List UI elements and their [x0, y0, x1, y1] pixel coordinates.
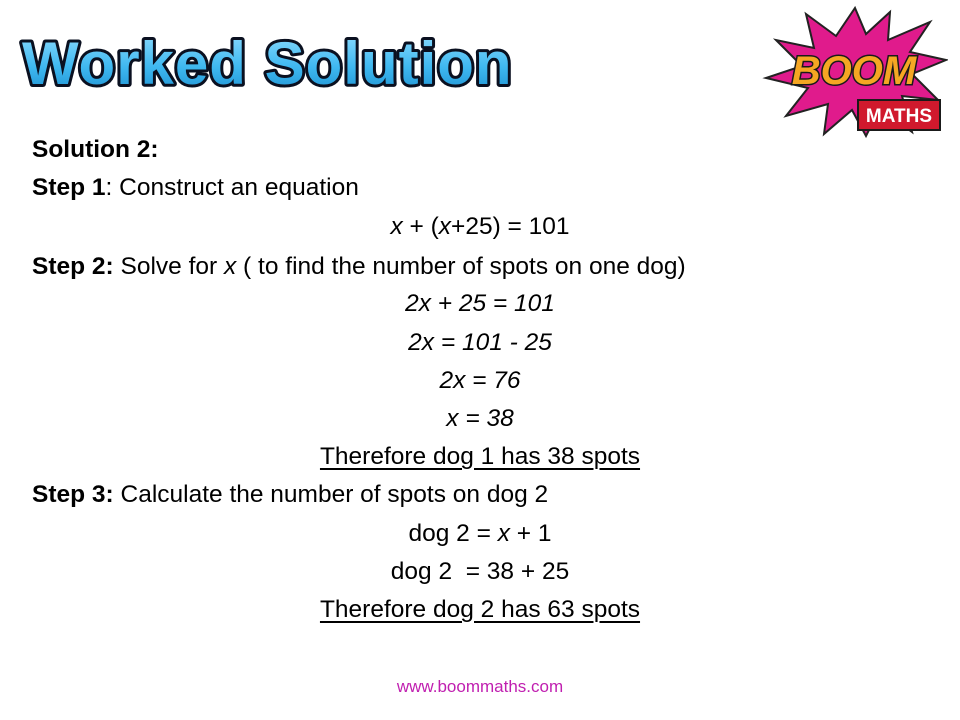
- step3-line: [32, 479, 548, 511]
- calc1-post: + 1: [509, 520, 552, 547]
- eq-x2: x: [438, 213, 452, 240]
- eq-x1: x: [390, 213, 403, 240]
- page-title: Worked Solution: [22, 30, 513, 97]
- solution-heading: Solution 2:: [32, 136, 159, 163]
- working-line-3: 2x = 76: [439, 367, 521, 394]
- logo-word: BOOM: [791, 49, 917, 93]
- working-line-2: 2x = 101 - 25: [408, 329, 552, 356]
- eq-mid: + (: [402, 213, 439, 240]
- step2-post: ( to find the number of spots on one dog): [236, 253, 686, 280]
- step1-text: : Construct an equation: [105, 174, 359, 201]
- equation-line: [0, 211, 960, 243]
- step2-label: Step 2:: [32, 253, 114, 280]
- working-line-1: 2x + 25 = 101: [405, 290, 555, 317]
- boom-maths-logo: [762, 4, 948, 140]
- calc1-x: x: [497, 520, 510, 547]
- conclusion-dog2: Therefore dog 2 has 63 spots: [319, 596, 641, 623]
- step2-x: x: [224, 253, 237, 280]
- step1-label: Step 1: [32, 174, 106, 201]
- step1-line: [32, 172, 359, 204]
- calc-line-2: dog 2 = 38 + 25: [390, 558, 570, 585]
- calc-line-1: [0, 518, 960, 550]
- step2-line: [32, 251, 686, 283]
- calc1-pre: dog 2 =: [408, 520, 498, 547]
- step3-label: Step 3:: [32, 481, 114, 508]
- logo-sub: MATHS: [865, 106, 933, 127]
- step2-pre: Solve for: [113, 253, 224, 280]
- step3-text: Calculate the number of spots on dog 2: [113, 481, 549, 508]
- working-line-4: x = 38: [446, 405, 514, 432]
- eq-end: +25) = 101: [451, 213, 570, 240]
- conclusion-dog1: Therefore dog 1 has 38 spots: [319, 443, 641, 470]
- title-banner: [0, 0, 540, 100]
- footer-link[interactable]: www.boommaths.com: [396, 677, 564, 696]
